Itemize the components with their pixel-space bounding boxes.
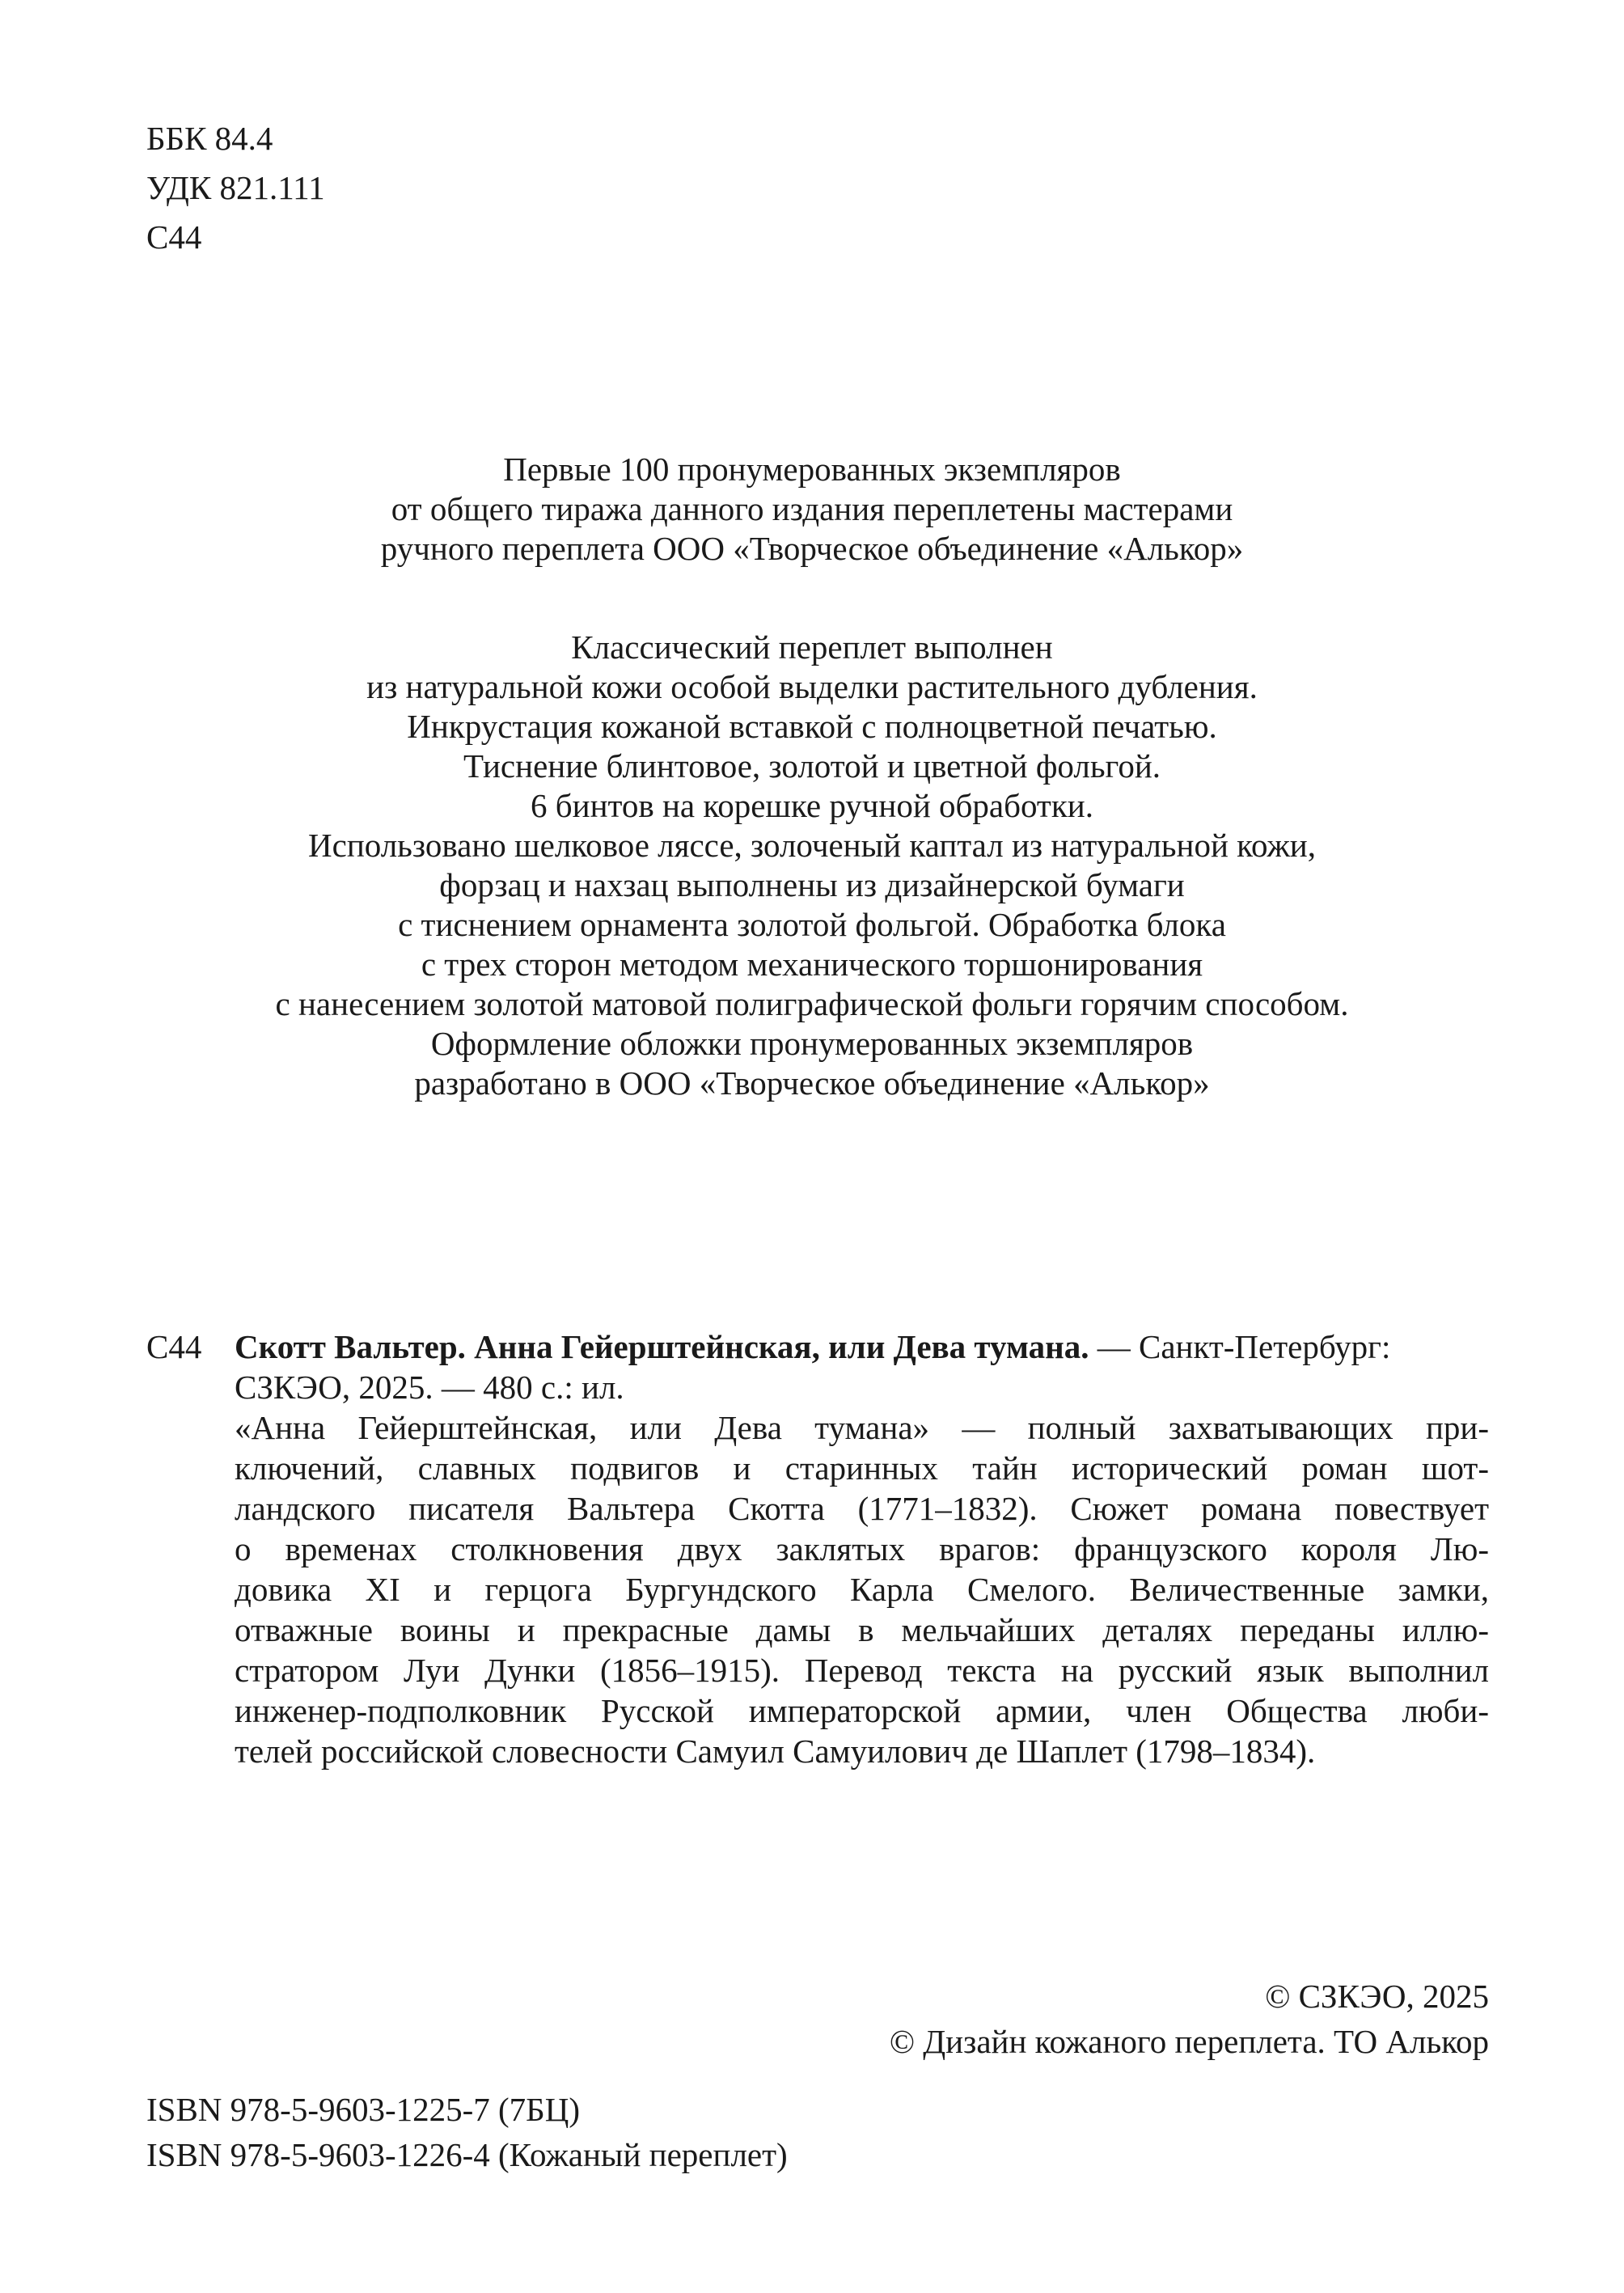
- annotation-line: отважные воины и прекрасные дамы в мельчайших деталях переданы иллю-: [235, 1611, 1489, 1648]
- annotation-line: ландского писателя Вальтера Скотта (1771–1832). Сюжет романа повествует: [235, 1490, 1489, 1527]
- classification-codes: [146, 114, 325, 262]
- binding-line: из натуральной кожи особой выделки растительного дубления.: [366, 668, 1258, 705]
- note-line: Первые 100 пронумерованных экземпляров: [503, 451, 1121, 488]
- annotation-line: довика XI и герцога Бургундского Карла Смелого. Величественные замки,: [235, 1571, 1489, 1608]
- binding-line: Инкрустация кожаной вставкой с полноцветной печатью.: [407, 708, 1217, 745]
- copyright-block: [890, 1974, 1489, 2064]
- binding-line: форзац и нахзац выполнены из дизайнерской бумаги: [439, 866, 1185, 903]
- annotation-line: телей российской словесности Самуил Самуилович де Шаплет (1798–1834).: [235, 1732, 1316, 1770]
- note-line: ручного переплета ООО «Творческое объединение «Алькор»: [380, 530, 1244, 567]
- binding-line: 6 бинтов на корешке ручной обработки.: [531, 787, 1093, 824]
- binding-line: Классический переплет выполнен: [571, 628, 1053, 666]
- note-line: от общего тиража данного издания переплетены мастерами: [391, 490, 1233, 527]
- annotation-line: стратором Луи Дунки (1856–1915). Перевод текста на русский язык выполнил: [235, 1652, 1489, 1689]
- udk-code: УДК 821.111: [146, 169, 325, 206]
- record-place: — Санкт-Петербург:: [1089, 1328, 1391, 1365]
- binding-line: с нанесением золотой матовой полиграфической фольги горячим способом.: [275, 985, 1349, 1022]
- binding-description: [0, 628, 1624, 1103]
- author-sign: С44: [146, 218, 202, 256]
- record-code: С44: [146, 1328, 202, 1365]
- binding-line: Оформление обложки пронумерованных экземпляров: [430, 1025, 1194, 1062]
- record-title: Скотт Вальтер. Анна Гейерштейнская, или Дева тумана.: [235, 1328, 1089, 1365]
- isbn-block: [146, 2087, 788, 2177]
- numbered-copies-note: [0, 450, 1624, 569]
- annotation-line: «Анна Гейерштейнская, или Дева тумана» — полный захватывающих при-: [235, 1409, 1489, 1446]
- binding-line: с трех сторон методом механического торшонирования: [421, 946, 1203, 983]
- binding-line: с тиснением орнамента золотой фольгой. Обработка блока: [398, 906, 1226, 943]
- copyright-line: © Дизайн кожаного переплета. ТО Алькор: [889, 2023, 1489, 2060]
- isbn-line: ISBN 978-5-9603-1225-7 (7БЦ): [146, 2091, 580, 2128]
- copyright-line: © СЗКЭО, 2025: [1265, 1978, 1489, 2015]
- binding-line: разработано в ООО «Творческое объединение «Алькор»: [414, 1064, 1210, 1102]
- isbn-line: ISBN 978-5-9603-1226-4 (Кожаный переплет): [146, 2136, 788, 2173]
- record-heading: [235, 1326, 1489, 1367]
- binding-line: Тиснение блинтовое, золотой и цветной фольгой.: [463, 747, 1161, 785]
- annotation-line: о временах столкновения двух заклятых врагов: французского короля Лю-: [235, 1530, 1489, 1567]
- annotation-line: инженер-подполковник Русской императорской армии, член Общества люби-: [235, 1692, 1489, 1729]
- record-publisher: СЗКЭО, 2025. — 480 с.: ил.: [235, 1369, 624, 1406]
- bbk-code: ББК 84.4: [146, 120, 273, 157]
- binding-line: Использовано шелковое ляссе, золоченый каптал из натуральной кожи,: [308, 827, 1316, 864]
- annotation-line: ключений, славных подвигов и старинных тайн исторический роман шот-: [235, 1449, 1489, 1487]
- record-body: [235, 1326, 1489, 1771]
